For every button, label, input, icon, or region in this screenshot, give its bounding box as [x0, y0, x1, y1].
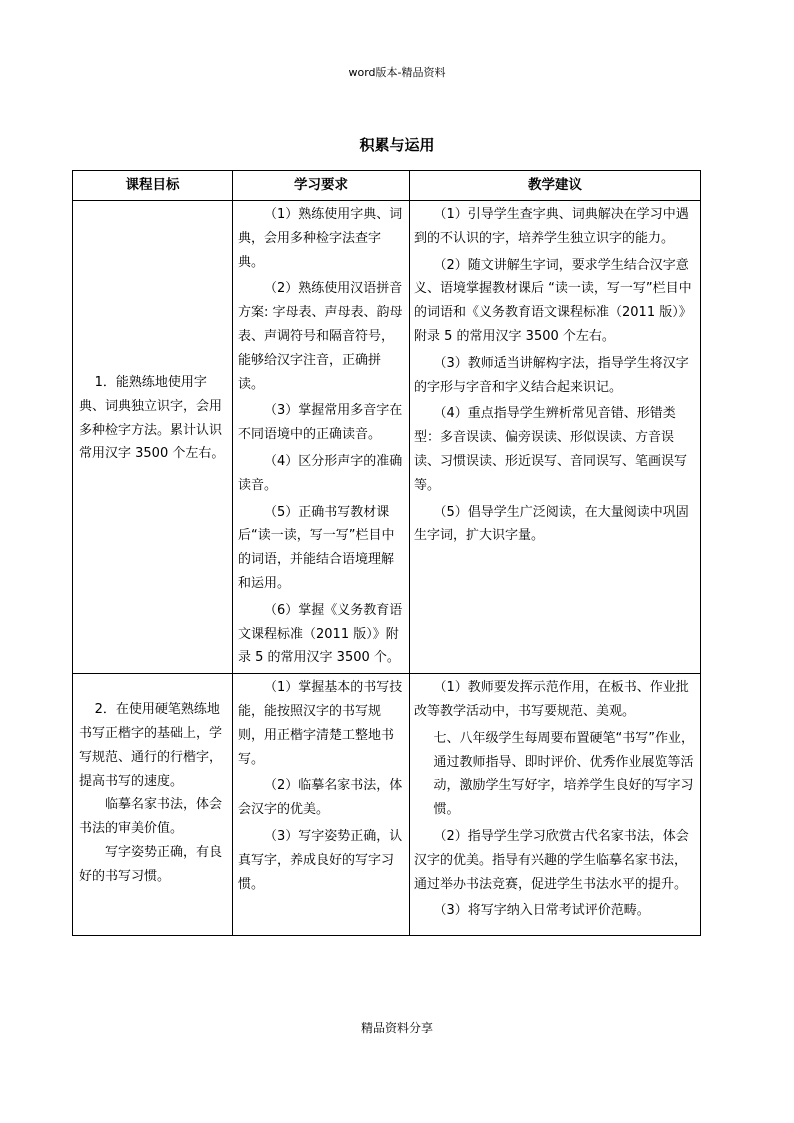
table-header-row — [73, 171, 701, 201]
requirement-item: （1）熟练使用字典、词典，会用多种检字法查字典。 — [238, 207, 403, 270]
requirement-item: （2）熟练使用汉语拼音方案: 字母表、声母表、韵母表、声调符号和隔音符号，能够给汉字注音，正确拼读。 — [238, 281, 403, 392]
requirement-item: （3）写字姿势正确，认真写字，养成良好的写字习惯。 — [238, 828, 403, 892]
requirement-item: （6）掌握《义务教育语文课程标准（2011 版）》附录 5 的常用汉字 3500 个。 — [238, 602, 403, 666]
requirement-item: （5）正确书写教材课后“读一读，写一写”栏目中的词语，并能结合语境理解和运用。 — [238, 504, 395, 591]
suggestions-cell — [410, 674, 701, 936]
requirement-item: （1）掌握基本的书写技能，能按照汉字的书写规则，用正楷字清楚工整地书写。 — [238, 680, 403, 767]
requirement-item: （4）区分形声字的准确读音。 — [238, 453, 403, 493]
requirements-cell — [233, 201, 410, 674]
suggestion-item: （4）重点指导学生辨析常见音错、形错类型：多音误读、偏旁误读、形似误读、方音误读、习惯误读、形近误写、音同误写、笔画误写等。 — [414, 406, 688, 493]
suggestion-item: （1）引导学生查字典、词典解决在学习中遇到的不认识的字，培养学生独立识字的能力。 — [414, 207, 689, 246]
curriculum-table — [72, 170, 701, 936]
goal-text: 临摹名家书法，体会书法的审美价值。 — [79, 797, 223, 837]
suggestion-item: （1）教师要发挥示范作用，在板书、作业批改等教学活动中，书写要规范、美观。 — [414, 680, 689, 719]
suggestions-cell — [410, 201, 701, 674]
column-header-requirements: 学习要求 — [233, 171, 410, 201]
suggestion-item: （2）随文讲解生字词，要求学生结合汉字意义、语境掌握教材课后 “读一读，写一写”栏目中的词语和《义务教育语文课程标准（2011 版）》附录 5 的常用汉字 3500 个左右。 — [414, 257, 692, 344]
goal-text: 写字姿势正确，有良好的书写习惯。 — [79, 844, 223, 884]
requirement-item: （3）掌握常用多音字在不同语境中的正确读音。 — [238, 403, 403, 443]
suggestion-item: （3）将写字纳入日常考试评价范畴。 — [433, 903, 650, 919]
suggestion-item: （3）教师适当讲解构字法，指导学生将汉字的字形与字音和字义结合起来识记。 — [414, 355, 689, 395]
suggestion-item: 七、八年级学生每周要布置硬笔“书写”作业，通过教师指导、即时评价、优秀作业展览等活动，激励学生写好字，培养学生良好的写字习惯。 — [433, 730, 694, 818]
goal-cell — [73, 201, 233, 674]
goal-text: 2．在使用硬笔熟练地书写正楷字的基础上，学写规范、通行的行楷字，提高书写的速度。 — [79, 702, 223, 789]
goal-cell — [73, 674, 233, 936]
column-header-suggestions: 教学建议 — [410, 171, 701, 201]
document-title: 积累与运用 — [359, 136, 435, 154]
suggestion-item: （5）倡导学生广泛阅读，在大量阅读中巩固生字词，扩大识字量。 — [414, 504, 689, 544]
suggestion-item: （2）指导学生学习欣赏古代名家书法，体会汉字的优美。指导有兴趣的学生临摹名家书法，通过举办书法竞赛，促进学生书法水平的提升。 — [414, 828, 689, 892]
requirements-cell — [233, 674, 410, 936]
page-header: word版本-精品资料 — [348, 66, 446, 79]
requirement-item: （2）临摹名家书法，体会汉字的优美。 — [238, 778, 403, 818]
page-footer: 精品资料分享 — [360, 1021, 433, 1035]
table-row — [73, 674, 701, 936]
table-row — [73, 201, 701, 674]
column-header-goal: 课程目标 — [73, 171, 233, 201]
goal-text: 1．能熟练地使用字典、词典独立识字，会用多种检字方法。累计认识常用汉字 3500 个左右。 — [79, 375, 225, 462]
